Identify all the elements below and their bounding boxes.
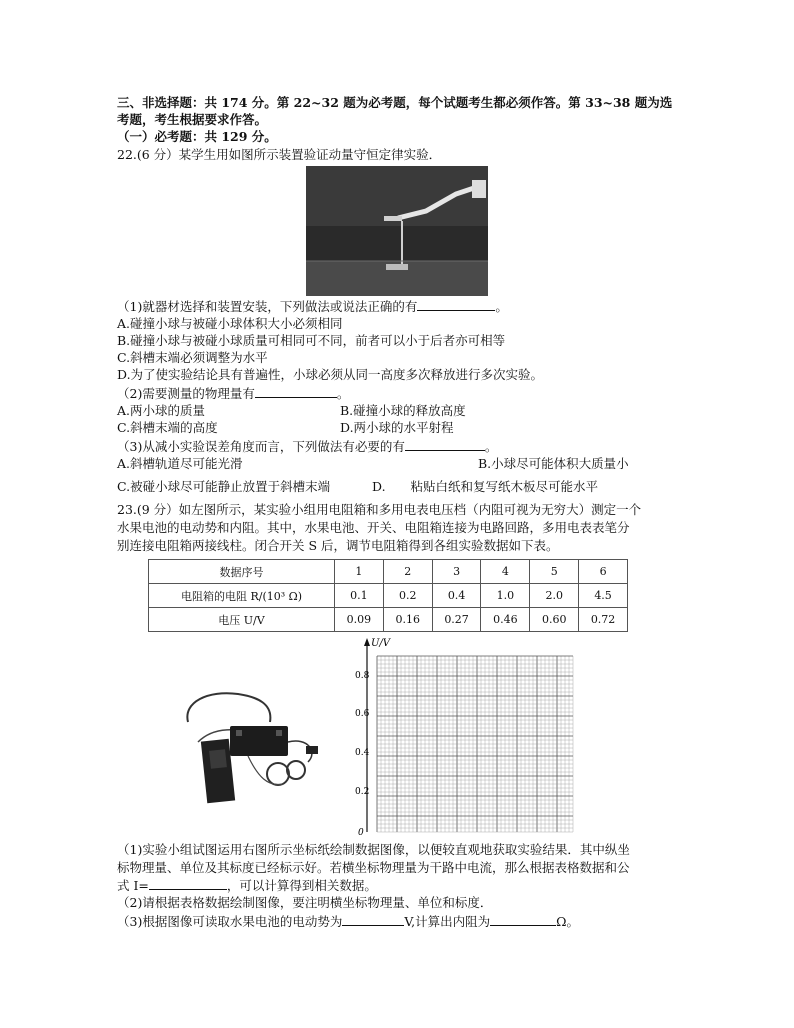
q23-p1-suffix: ，可以计算得到相关数据。	[226, 878, 377, 893]
q23-p1-line1: （1)实验小组试图运用右图所示坐标纸绘制数据图像，以便较直观地获取实验结果．其中纵坐	[117, 842, 630, 857]
q22-p2-option-b: B.碰撞小球的释放高度	[340, 403, 466, 418]
q23-circuit-photo	[178, 682, 343, 807]
table-cell: 0.09	[335, 608, 384, 632]
table-header-cell: 1	[335, 560, 384, 584]
q22-p2-prompt	[117, 385, 349, 402]
q22-p1-text: （1)就器材选择和装置安装，下列做法或说法正确的有	[117, 299, 418, 314]
q22-p2-text: （2)需要测量的物理量有	[117, 386, 255, 401]
table-header-cell: 数据序号	[149, 560, 335, 584]
table-header-row	[149, 560, 628, 584]
q22-stem: 22.(6 分）某学生用如图所示装置验证动量守恒定律实验．	[117, 147, 442, 162]
q22-p1-option-c: C.斜槽末端必须调整为水平	[117, 350, 268, 365]
q22-p2-blank[interactable]	[255, 385, 337, 398]
q23-stem-line3: 别连接电阻箱两接线柱。闭合开关 S 后，调节电阻箱得到各组实验数据如下表。	[117, 538, 559, 553]
q23-p3-emf-blank[interactable]	[342, 913, 404, 926]
q23-p3-resistance-blank[interactable]	[490, 913, 556, 926]
q23-data-table	[148, 559, 628, 632]
q22-p2-end: 。	[336, 386, 350, 401]
q22-p2-option-c: C.斜槽末端的高度	[117, 420, 218, 435]
table-header-cell: 6	[579, 560, 628, 584]
grid-svg	[355, 636, 585, 836]
y-axis-arrow	[364, 638, 370, 646]
section-header-line2: 考题，考生根据要求作答。	[117, 112, 268, 127]
table-cell: 0.27	[432, 608, 481, 632]
origin-label: 0	[358, 828, 364, 836]
q22-p3-option-b: B.小球尽可能体积大质量小	[478, 456, 629, 471]
q22-p2-option-a: A.两小球的质量	[117, 403, 206, 418]
q23-p2: （2)请根据表格数据绘制图像，要注明横坐标物理量、单位和标度．	[117, 895, 493, 910]
table-header-cell: 2	[383, 560, 432, 584]
table-cell: 1.0	[481, 584, 530, 608]
q23-p3-text-b: V,计算出内阻为	[404, 914, 491, 929]
table-cell: 0.72	[579, 608, 628, 632]
q22-p1-option-b: B.碰撞小球与被碰小球质量可相同可不同，前者可以小于后者亦可相等	[117, 333, 506, 348]
q22-p3-option-a: A.斜槽轨道尽可能光滑	[117, 456, 243, 471]
q23-p1-blank[interactable]	[149, 877, 227, 890]
table-cell: 电阻箱的电阻 R/(10³ Ω)	[149, 584, 335, 608]
y-tick-label: 0.4	[355, 748, 370, 758]
q23-p3	[117, 913, 579, 930]
q22-apparatus-photo	[306, 166, 488, 296]
table-cell: 电压 U/V	[149, 608, 335, 632]
q22-p1-option-d: D.为了使实验结论具有普遍性，小球必须从同一高度多次释放进行多次实验。	[117, 367, 544, 382]
q22-p3-end: 。	[484, 439, 498, 454]
table-cell: 0.16	[383, 608, 432, 632]
table-header-cell: 4	[481, 560, 530, 584]
y-tick-label: 0.2	[355, 787, 370, 797]
q23-p1-formula-prefix: 式 I=	[117, 878, 149, 893]
sub-header: （一）必考题：共 129 分。	[117, 129, 277, 144]
q22-p1-option-a: A.碰撞小球与被碰小球体积大小必须相同	[117, 316, 343, 331]
table-cell: 0.60	[530, 608, 579, 632]
section-header-line1: 三、非选择题：共 174 分。第 22~32 题为必考题，每个试题考生都必须作答。第 33~38 题为选	[117, 95, 673, 110]
q22-p3-option-d: D. 粘贴白纸和复写纸木板尽可能水平	[372, 479, 599, 494]
y-tick-label: 0.6	[355, 709, 370, 719]
table-header-cell: 5	[530, 560, 579, 584]
y-axis-label: U/V	[371, 638, 391, 649]
table-cell: 0.4	[432, 584, 481, 608]
table-cell: 0.2	[383, 584, 432, 608]
table-header-cell: 3	[432, 560, 481, 584]
table-cell: 0.46	[481, 608, 530, 632]
q23-coordinate-grid	[355, 636, 585, 836]
q22-p3-option-c: C.被碰小球尽可能静止放置于斜槽末端	[117, 479, 331, 494]
table-cell: 2.0	[530, 584, 579, 608]
grid-lines	[377, 656, 573, 832]
q22-p3-text: （3)从减小实验误差角度而言，下列做法有必要的有	[117, 439, 405, 454]
y-tick-label: 0.8	[355, 671, 370, 681]
q22-p1-prompt	[117, 298, 508, 315]
table-row	[149, 584, 628, 608]
q23-stem-line2: 水果电池的电动势和内阻。其中，水果电池、开关、电阻箱连接为电路回路，多用电表表笔分	[117, 520, 630, 535]
q22-p3-blank[interactable]	[405, 438, 485, 451]
table-cell: 4.5	[579, 584, 628, 608]
q22-p3-prompt	[117, 438, 497, 455]
table-row	[149, 608, 628, 632]
q22-p1-blank[interactable]	[417, 298, 495, 311]
q22-p1-end: 。	[495, 299, 508, 314]
q23-p3-text-a: （3)根据图像可读取水果电池的电动势为	[117, 914, 343, 929]
q22-p2-option-d: D.两小球的水平射程	[340, 420, 454, 435]
q23-p3-text-c: Ω。	[556, 914, 580, 929]
table-cell: 0.1	[335, 584, 384, 608]
q23-p1-line3	[117, 877, 377, 894]
q23-p1-line2: 标物理量、单位及其标度已经标示好。若横坐标物理量为干路中电流，那么根据表格数据和公	[117, 860, 630, 875]
q23-stem-line1: 23.(9 分）如左图所示，某实验小组用电阻箱和多用电表电压档（内阻可视为无穷大）测定一个	[117, 502, 642, 517]
